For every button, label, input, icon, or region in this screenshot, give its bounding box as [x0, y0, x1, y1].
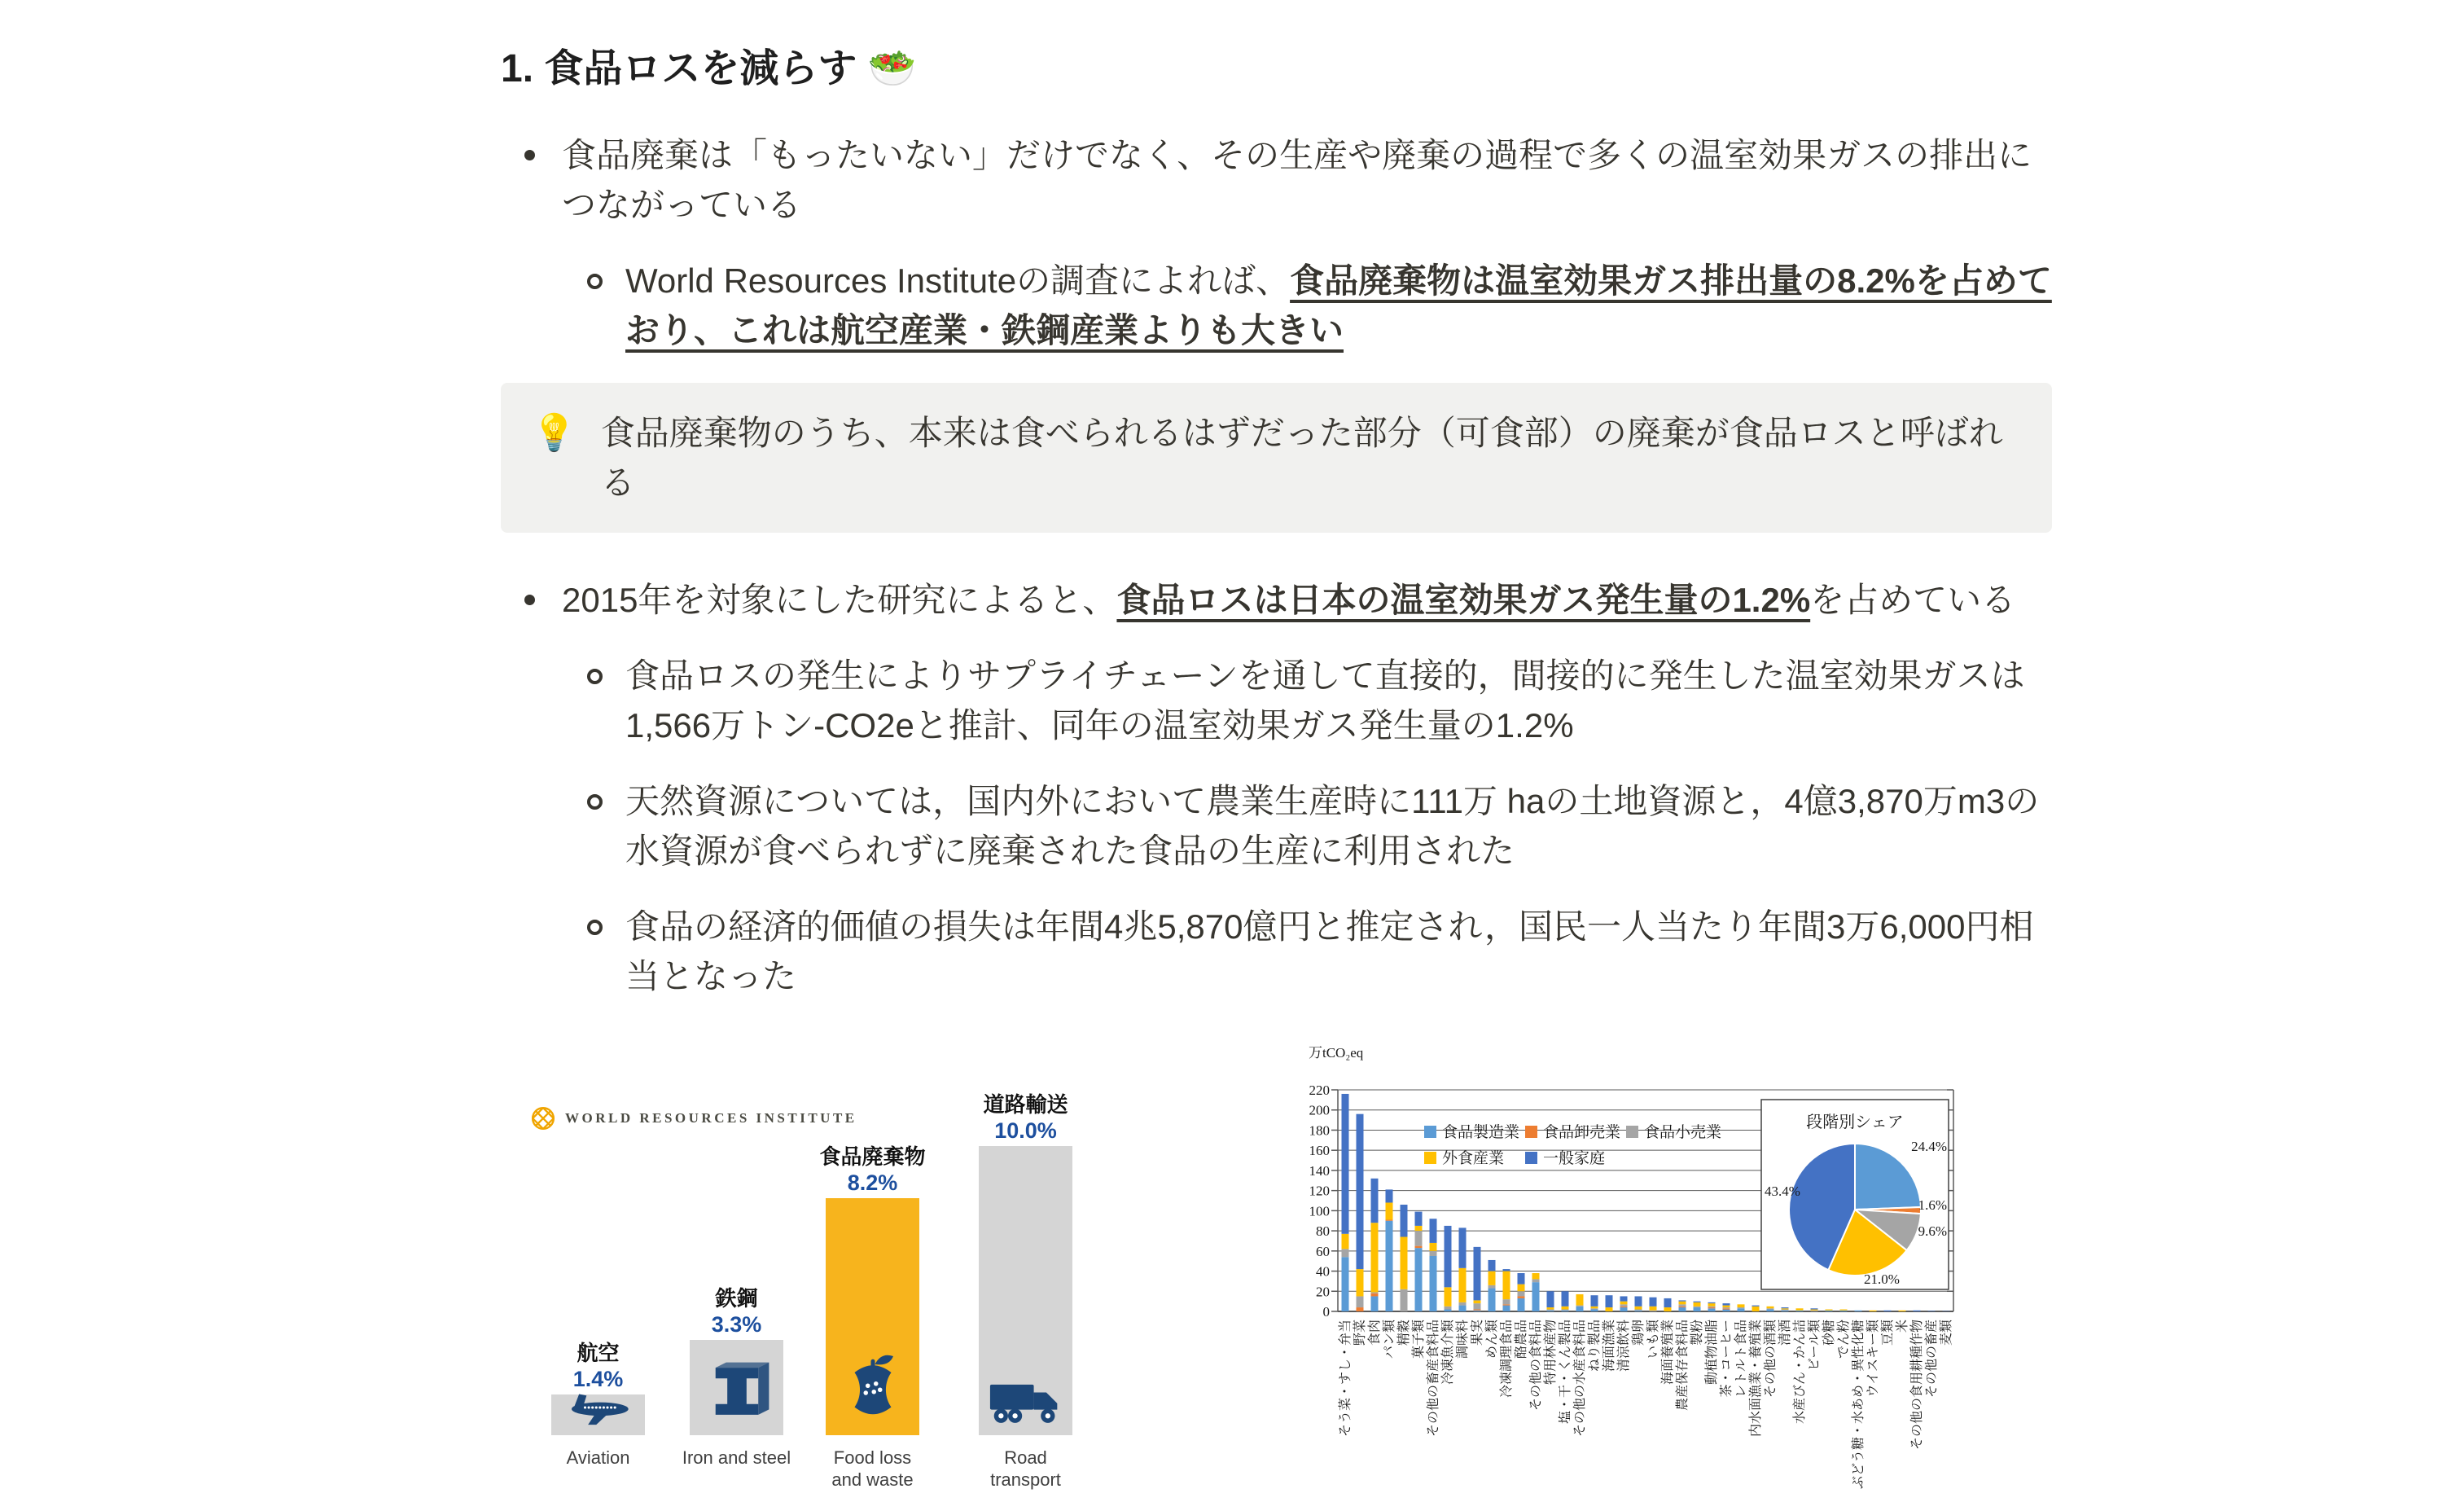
- bar-segment: [1767, 1308, 1774, 1309]
- wri-bar-label-en: Iron and steel: [682, 1447, 791, 1468]
- bar-segment: [1606, 1307, 1613, 1311]
- bar-segment: [1532, 1282, 1540, 1311]
- legend-label: 食品卸売業: [1543, 1124, 1621, 1141]
- x-category-label: 特用林産物: [1544, 1320, 1558, 1386]
- bar-segment: [1576, 1306, 1584, 1307]
- bar-segment: [1708, 1303, 1716, 1307]
- highlighted-text: 食品ロスは日本の温室効果ガス発生量の1.2%: [1116, 581, 1811, 619]
- bar-segment: [1430, 1243, 1437, 1251]
- bar-segment: [1474, 1300, 1481, 1303]
- y-tick-label: 140: [1309, 1162, 1330, 1179]
- x-category-label: 米: [1896, 1320, 1909, 1333]
- bar-segment: [1811, 1308, 1818, 1309]
- bullet-wri-study[interactable]: [501, 256, 2052, 355]
- legend-swatch: [1525, 1126, 1537, 1138]
- bar-segment: [1518, 1296, 1525, 1298]
- bar-segment: [1386, 1221, 1393, 1311]
- bar-segment: [1488, 1285, 1496, 1289]
- x-category-label: 精穀: [1397, 1320, 1411, 1346]
- bar-segment: [1576, 1294, 1584, 1306]
- bar-segment: [1606, 1295, 1613, 1307]
- text-run: 食品の経済的価値の損失は年間4兆5,870億円と推定され，国民一人当たり年間3万6,000円相当となった: [625, 907, 2034, 995]
- bar-segment: [1694, 1302, 1701, 1307]
- legend-swatch: [1525, 1152, 1537, 1164]
- bar-segment: [1518, 1273, 1525, 1285]
- pie-slice-label: 21.0%: [1864, 1271, 1900, 1287]
- bar-segment: [1782, 1307, 1789, 1308]
- x-category-label: でん粉: [1837, 1320, 1851, 1359]
- text-run: 天然資源については，国内外において農業生産時に111万 haの土地資源と，4億3,870万m3の水資源が食べられずに廃棄された食品の生産に利用された: [625, 782, 2040, 870]
- x-category-label: 清酒: [1778, 1320, 1792, 1346]
- legend-swatch: [1424, 1152, 1436, 1164]
- bar-segment: [1562, 1291, 1569, 1307]
- bar-segment: [1664, 1298, 1672, 1307]
- bar-segment: [1679, 1300, 1686, 1301]
- bar-segment: [1488, 1271, 1496, 1285]
- x-category-label: 鶏卵: [1632, 1320, 1646, 1346]
- bar-segment: [1664, 1307, 1672, 1311]
- x-category-label: 調味料: [1456, 1320, 1470, 1359]
- pie-slice-label: 43.4%: [1765, 1184, 1800, 1199]
- bar-segment: [1371, 1296, 1379, 1311]
- bar-segment: [1723, 1303, 1730, 1305]
- x-category-label: 砂糖: [1822, 1320, 1836, 1346]
- x-category-label: ビール類: [1808, 1320, 1822, 1372]
- page-title[interactable]: 1. 食品ロスを減らす 🥗: [501, 47, 917, 90]
- pie-title: 段階別シェア: [1806, 1113, 1904, 1131]
- wri-bar-label-en: Road transport: [990, 1447, 1061, 1490]
- truck-icon: [989, 1378, 1063, 1425]
- bar-segment: [1679, 1307, 1686, 1311]
- bar-segment: [1767, 1310, 1774, 1311]
- wri-emissions-figure[interactable]: [521, 1088, 1132, 1502]
- wri-logo: [531, 1106, 857, 1131]
- bar-segment: [1635, 1310, 1642, 1311]
- bar-segment: [1708, 1307, 1716, 1308]
- bar-segment: [1459, 1302, 1467, 1306]
- x-category-label: 内水面漁業・養殖業: [1749, 1320, 1763, 1438]
- bar-segment: [1782, 1310, 1789, 1311]
- y-tick-label: 200: [1309, 1102, 1330, 1118]
- lightbulb-icon: 💡: [532, 413, 577, 453]
- bar-segment: [1752, 1307, 1760, 1311]
- bar-segment: [1430, 1219, 1437, 1243]
- pie-slice-label: 1.6%: [1918, 1197, 1947, 1213]
- bar-segment: [1650, 1298, 1657, 1307]
- bullet-2015-study[interactable]: [501, 575, 2052, 625]
- x-category-label: 清涼飲料: [1617, 1320, 1631, 1372]
- bar-segment: [1401, 1205, 1408, 1237]
- bar-segment: [1547, 1291, 1554, 1307]
- bar-segment: [1401, 1237, 1408, 1289]
- bar-segment: [1620, 1307, 1628, 1311]
- bar-segment: [1474, 1310, 1481, 1311]
- bar-segment: [1342, 1234, 1349, 1249]
- bar-segment: [1738, 1304, 1745, 1307]
- bar-segment: [1459, 1268, 1467, 1302]
- bar-segment: [1738, 1307, 1745, 1308]
- bullet-food-waste-intro[interactable]: [501, 130, 2052, 230]
- bullet-natural-resources[interactable]: [501, 776, 2052, 876]
- bar-segment: [1826, 1310, 1833, 1311]
- bar-segment: [1415, 1212, 1423, 1226]
- bar-segment: [1386, 1189, 1393, 1202]
- bullet-ghg-estimate[interactable]: [501, 651, 2052, 750]
- document-body: [501, 46, 2052, 1001]
- legend-swatch: [1626, 1126, 1638, 1138]
- bar-segment: [1445, 1310, 1452, 1311]
- x-category-label: 野菜: [1353, 1320, 1367, 1346]
- wri-bar-label-ja: 鉄鋼: [715, 1285, 758, 1311]
- bar-segment: [1488, 1289, 1496, 1311]
- bar-segment: [1445, 1307, 1452, 1310]
- y-tick-label: 220: [1309, 1083, 1330, 1098]
- y-tick-label: 100: [1309, 1203, 1330, 1219]
- food-loss-ghg-figure[interactable]: [1307, 1041, 1966, 1502]
- legend-label: 食品小売業: [1644, 1124, 1722, 1141]
- bar-segment: [1723, 1307, 1730, 1308]
- bar-segment: [1503, 1271, 1510, 1300]
- bar-segment: [1401, 1289, 1408, 1311]
- bar-segment: [1371, 1179, 1379, 1223]
- pie-slice-label: 9.6%: [1918, 1223, 1947, 1239]
- bar-segment: [1415, 1246, 1423, 1248]
- bar-segment: [1562, 1307, 1569, 1310]
- bar-segment: [1503, 1299, 1510, 1304]
- callout-text: 食品廃棄物のうち、本来は食べられるはずだった部分（可食部）の廃棄が食品ロスと呼ばれる: [600, 414, 2003, 502]
- bar-segment: [1840, 1310, 1848, 1311]
- bar-segment: [1445, 1287, 1452, 1306]
- x-category-label: その他の酒類: [1764, 1320, 1778, 1399]
- x-category-label: そう菜・すし・弁当: [1339, 1320, 1353, 1438]
- y-axis-unit: 万tCO₂eq: [1309, 1045, 1364, 1061]
- wri-bar-label-ja: 航空: [577, 1341, 620, 1366]
- bar-segment: [1796, 1308, 1804, 1310]
- x-category-label: 農産保存食料品: [1676, 1320, 1690, 1412]
- text-run: 食品ロスの発生によりサプライチェーンを通して直接的，間接的に発生した温室効果ガスは1,566万トン-CO2eと推計、同年の温室効果ガス発生量の1.2%: [625, 657, 2025, 744]
- bar-segment: [1415, 1226, 1423, 1231]
- bar-segment: [1342, 1257, 1349, 1311]
- y-tick-label: 180: [1309, 1122, 1330, 1139]
- bar-segment: [1415, 1248, 1423, 1311]
- bar-segment: [1518, 1298, 1525, 1311]
- bar-segment: [1445, 1226, 1452, 1287]
- bar-segment: [1591, 1308, 1598, 1309]
- y-tick-label: 60: [1316, 1243, 1330, 1259]
- x-category-label: ねり製品: [1588, 1320, 1602, 1372]
- bar-segment: [1650, 1307, 1657, 1311]
- wri-bar-label-en: Aviation: [566, 1447, 630, 1468]
- bullet-list-2: [501, 575, 2052, 1001]
- bar-segment: [1532, 1273, 1540, 1279]
- wri-bar-label-en: Food loss and waste: [831, 1447, 914, 1490]
- text-run: を占めている: [1810, 581, 2016, 619]
- bar-segment: [1518, 1291, 1525, 1296]
- x-category-label: 冷凍調理食品: [1500, 1320, 1514, 1399]
- y-tick-label: 40: [1316, 1263, 1330, 1280]
- bar-segment: [1474, 1247, 1481, 1301]
- x-category-label: 水産びん・かん詰: [1793, 1320, 1807, 1425]
- bar-segment: [1459, 1228, 1467, 1267]
- wri-bar-label-ja: 道路輸送: [983, 1092, 1068, 1117]
- text-run: World Resources Instituteの調査によれば、: [625, 261, 1291, 300]
- bullet-list: [501, 130, 2052, 355]
- text-run: 食品廃棄は「もったいない」だけでなく、その生産や廃棄の過程で多くの温室効果ガスの排出につながっている: [562, 136, 2032, 224]
- x-category-label: 麦類: [1940, 1320, 1953, 1346]
- bar-segment: [1357, 1296, 1364, 1307]
- airplane-icon: [563, 1390, 634, 1425]
- bar-segment: [1679, 1304, 1686, 1306]
- x-category-label: 塩・干・くん製品: [1559, 1320, 1572, 1425]
- text-run: 2015年を対象にした研究によると、: [562, 581, 1117, 619]
- x-category-label: 豆類: [1881, 1320, 1895, 1346]
- bar-segment: [1591, 1310, 1598, 1311]
- bar-segment: [1430, 1256, 1437, 1311]
- wri-bar-label-ja: 食品廃棄物: [819, 1144, 926, 1169]
- bar-segment: [1532, 1279, 1540, 1282]
- pie-slice-label: 24.4%: [1911, 1139, 1947, 1154]
- bar-segment: [1371, 1223, 1379, 1292]
- x-category-label: その他の畜産食料品: [1427, 1320, 1440, 1438]
- bar-segment: [1723, 1310, 1730, 1311]
- bar-segment: [1708, 1308, 1716, 1311]
- x-category-label: 菓子類: [1412, 1320, 1426, 1359]
- apple-core-icon: [840, 1352, 905, 1425]
- x-category-label: 海面漁業: [1602, 1320, 1616, 1372]
- bar-segment: [1708, 1302, 1716, 1303]
- bar-segment: [1386, 1219, 1393, 1220]
- bar-segment: [1679, 1302, 1686, 1305]
- bar-segment: [1635, 1307, 1642, 1310]
- legend-label: 一般家庭: [1543, 1150, 1606, 1167]
- y-tick-label: 20: [1316, 1284, 1330, 1300]
- wri-logo-label: WORLD RESOURCES INSTITUTE: [565, 1110, 857, 1126]
- x-category-label: パン類: [1383, 1320, 1396, 1359]
- bar-segment: [1357, 1114, 1364, 1269]
- bar-segment: [1357, 1269, 1364, 1296]
- bar-segment: [1620, 1304, 1628, 1306]
- wri-bar-value: 3.3%: [711, 1311, 762, 1337]
- steel-beam-icon: [703, 1357, 771, 1425]
- x-category-label: 冷凍魚介類: [1441, 1320, 1455, 1386]
- bar-segment: [1503, 1306, 1510, 1311]
- bar-segment: [1591, 1307, 1598, 1308]
- x-category-label: その他の食用耕種作物: [1910, 1320, 1924, 1451]
- x-category-label: いも類: [1646, 1320, 1660, 1359]
- bar-segment: [1488, 1260, 1496, 1271]
- bar-segment: [1562, 1310, 1569, 1311]
- bar-segment: [1415, 1231, 1423, 1246]
- y-tick-label: 0: [1322, 1304, 1330, 1320]
- bar-segment: [1635, 1296, 1642, 1306]
- wri-bar-value: 8.2%: [847, 1170, 898, 1195]
- bar-segment: [1576, 1307, 1584, 1311]
- y-tick-label: 80: [1316, 1223, 1330, 1240]
- y-tick-label: 160: [1309, 1143, 1330, 1159]
- bar-segment: [1767, 1307, 1774, 1308]
- bar-segment: [1430, 1251, 1437, 1256]
- bar-segment: [1371, 1293, 1379, 1297]
- wri-bar-value: 10.0%: [994, 1118, 1057, 1143]
- x-category-label: 果実: [1471, 1320, 1484, 1346]
- bar-segment: [1386, 1202, 1393, 1219]
- wri-logo-icon: [531, 1106, 555, 1131]
- x-category-label: めん類: [1485, 1320, 1499, 1359]
- x-category-label: 酪農品: [1515, 1320, 1528, 1359]
- bar-segment: [1547, 1310, 1554, 1311]
- wri-bar-value: 1.4%: [572, 1367, 624, 1392]
- bar-segment: [1723, 1308, 1730, 1309]
- bar-segment: [1503, 1269, 1510, 1271]
- bullet-economic-loss[interactable]: [501, 902, 2052, 1001]
- x-category-label: 食肉: [1368, 1320, 1382, 1346]
- bar-segment: [1591, 1295, 1598, 1307]
- bar-segment: [1547, 1307, 1554, 1309]
- bar-segment: [1723, 1306, 1730, 1307]
- x-category-label: 海面養殖業: [1661, 1320, 1675, 1386]
- bar-segment: [1518, 1285, 1525, 1292]
- bar-segment: [1459, 1306, 1467, 1311]
- x-category-label: レトルト食品: [1734, 1320, 1748, 1399]
- x-category-label: 動植物油脂: [1705, 1320, 1719, 1386]
- x-category-label: その他の食料品: [1529, 1320, 1543, 1412]
- bar-segment: [1342, 1094, 1349, 1234]
- x-category-label: 茶・コーヒー: [1720, 1320, 1734, 1398]
- y-tick-label: 120: [1309, 1183, 1330, 1199]
- legend-label: 外食産業: [1442, 1150, 1505, 1167]
- bar-segment: [1474, 1303, 1481, 1309]
- legend-swatch: [1424, 1126, 1436, 1138]
- highlighted-text: 食品廃棄物は温室効果ガス排出量の8.2%を占めており、これは航空産業・鉄鋼産業よりも大きい: [625, 261, 2052, 349]
- bar-segment: [1357, 1307, 1364, 1311]
- bar-segment: [1738, 1308, 1745, 1311]
- stacked-bar-chart: [1307, 1041, 1966, 1502]
- x-category-label: その他の水産食料品: [1573, 1320, 1587, 1438]
- bar-segment: [1503, 1304, 1510, 1305]
- x-category-label: 製粉: [1690, 1320, 1704, 1346]
- bar-segment: [1620, 1302, 1628, 1305]
- legend-label: 食品製造業: [1442, 1124, 1520, 1141]
- bar-segment: [1620, 1296, 1628, 1301]
- x-category-label: ウイスキー類: [1866, 1320, 1880, 1398]
- callout-block[interactable]: [501, 383, 2052, 533]
- bar-segment: [1342, 1249, 1349, 1257]
- bar-segment: [1694, 1307, 1701, 1311]
- bar-segment: [1782, 1308, 1789, 1309]
- bar-segment: [1752, 1306, 1760, 1307]
- x-category-label: ぶどう糖・水あめ・異性化糖: [1852, 1320, 1866, 1490]
- bar-segment: [1811, 1310, 1818, 1311]
- x-category-label: その他の畜産: [1925, 1320, 1939, 1399]
